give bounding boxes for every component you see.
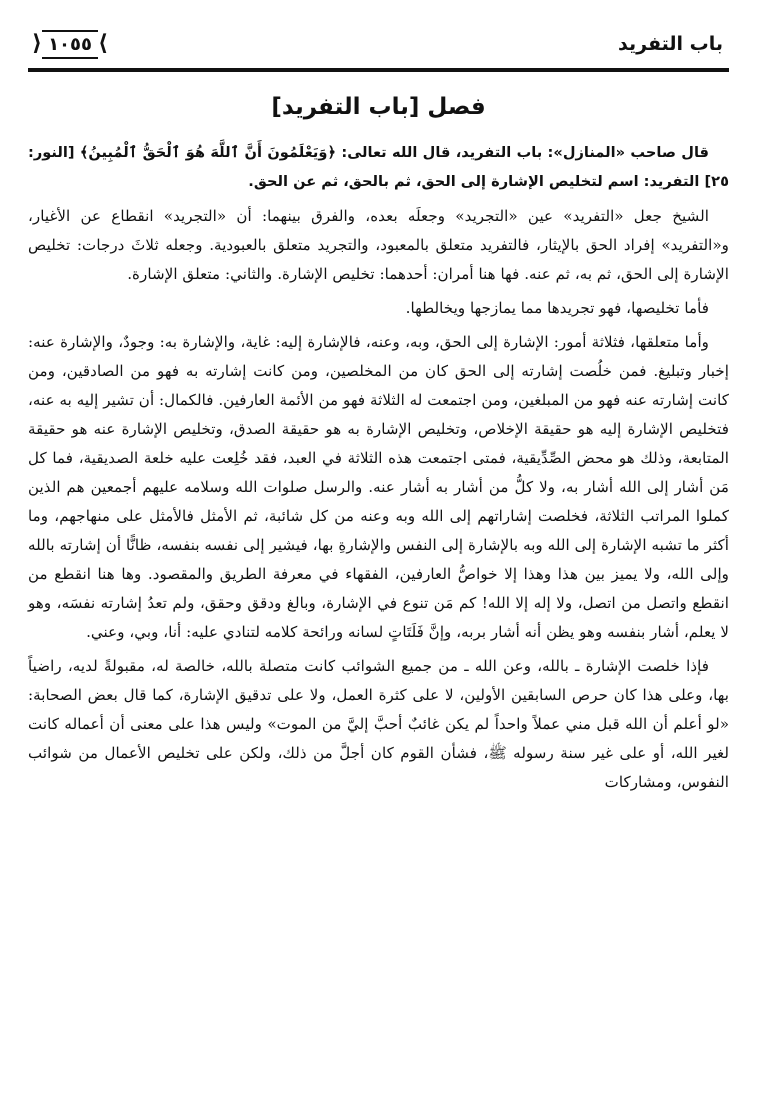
paragraph: الشيخ جعل «التفريد» عين «التجريد» وجعلَه بعده، والفرق بينهما: أن «التجريد» انقطاع عن الأغيار، و«التفريد» إفراد الحق بالإيثار، فالتفريد متعلق بالمعبود، والتجريد متعلق بالعبودية. وجعله ثلاثَ درجات: تخليص الإشارة إلى الحق، ثم به، ثم عنه. فها هنا أمران: أحدهما: تخليص الإشارة. والثاني: متعلق الإشارة. bbox=[28, 207, 729, 283]
running-header bbox=[28, 22, 729, 66]
paragraph: وأما متعلقها، فثلاثة أمور: الإشارة إلى الحق، وبه، وعنه، فالإشارة إليه: غاية، والإشارة به: وجودٌ، والإشارة عنه: إخبار وتبليغ. فمن خلُصت إشارته إلى الحق كان من المخلصين، ومن كانت إشارته به فهو من الصادقين، ومن كانت إشارته عنه فهو من المبلغين، ومن اجتمعت له الثلاثة فهو من الأئمة العارفين. فالكمال: أن تشير إليه به عنه، فتخليص الإشارة إليه هو حقيقة الإخلاص، وتخليص الإشارة به هو حقيقة الصدق، وتخليص الإشارة عنه هو حقيقة المتابعة، وذلك هو محض الصِّدِّيقية، فمتى اجتمعت هذه الثلاثة في العبد، فقد خُلِعت عليه خلعة الصديقية، فما كل مَن أشار إلى الله أشار به، ولا كلُّ من أشار به أشار عنه. والرسل صلوات الله وسلامه عليهم أجمعين هم الذين كملوا المراتب الثلاثة، فخلصت إشاراتهم إلى الله وبه وعنه من كل شائبة، ثم الأمثل فالأمثل على منهاجهم، وما أكثر ما تشبه الإشارة إلى الله وبه بالإشارة إلى النفس والإشارةِ بها، فيشير إلى نفسه بنفسه، ظانًّا أن إشارته بالله وإلى الله، ولا يميز بين هذا وهذا إلا خواصُّ العارفين، الفقهاء في معرفة الطريق والمقصود. وها هنا انقطع من انقطع واتصل من اتصل، ولا إله إلا الله! كم مَن تنوع في الإشارة، وبالغ ودقق وحقق، ولم تعدُ إشارته نفسَه، وهو لا يعلم، أشار بنفسه وهو يظن أنه أشار بربه، وإنَّ فَلَتَاتٍ لسانه ورائحة كلامه لتنادي عليه: أنا، وبي، وعني. bbox=[28, 333, 729, 641]
book-page bbox=[28, 22, 729, 1109]
manazil-quote bbox=[28, 138, 729, 196]
header-divider bbox=[28, 68, 729, 72]
page-number-badge bbox=[32, 30, 108, 59]
section-heading bbox=[28, 94, 729, 120]
page-number: ١٠٥٥ bbox=[42, 30, 98, 59]
section-title: فصل [باب التفريد] bbox=[271, 94, 486, 120]
paragraph: فأما تخليصها، فهو تجريدها مما يمازجها ويخالطها. bbox=[405, 299, 709, 317]
badge-bracket-right-icon: ⟩ bbox=[98, 31, 109, 56]
chapter-title: باب التفريد bbox=[618, 33, 723, 55]
commentary-body bbox=[28, 202, 729, 797]
quote-line: قال صاحب «المنازل»: باب التفريد، قال الله تعالى: ﴿وَيَعْلَمُونَ أَنَّ ٱللَّهَ هُوَ ٱلْحَقُّ ٱلْمُبِينُ﴾ [النور: ٢٥] التفريد: اسم لتخليص الإشارة إلى الحق، ثم بالحق، ثم عن الحق. bbox=[28, 144, 729, 190]
badge-bracket-left-icon: ⟨ bbox=[32, 31, 43, 56]
paragraph: فإذا خلصت الإشارة ـ بالله، وعن الله ـ من جميع الشوائب كانت متصلة بالله، خالصة له، مقبولةً لديه، راضياً بها، وعلى هذا كان حرص السابقين الأولين، لا على كثرة العمل، ولا على تدقيق الإشارة، كما قال بعض الصحابة: «لو أعلم أن الله قبل مني عملاً واحداً لم يكن غائبٌ أحبَّ إليَّ من الموت» وليس هذا على معنى أن أعماله كانت لغير الله، أو على غير سنة رسوله ﷺ، فشأن القوم كان أجلَّ من ذلك، ولكن على تخليص الأعمال من شوائب النفوس، ومشاركات bbox=[28, 657, 729, 791]
